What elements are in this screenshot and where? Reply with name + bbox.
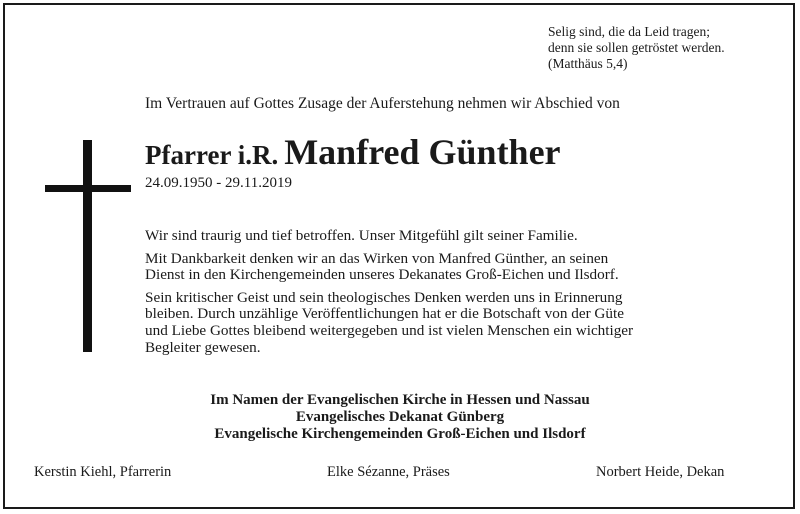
quote-line: Selig sind, die da Leid tragen;	[548, 24, 710, 39]
signer-center: Elke Sézanne, Präses	[327, 464, 450, 480]
quote-line: denn sie sollen getröstet werden.	[548, 40, 725, 55]
text-line: bleiben. Durch unzählige Veröffentlichungen hat er die Botschaft von der Güte	[145, 305, 624, 323]
deceased-name: Manfred Günther	[284, 132, 561, 172]
text-line: Dienst in den Kirchengemeinden unseres Dekanates Groß-Eichen und Ilsdorf.	[145, 266, 619, 284]
paragraph-3	[145, 290, 775, 356]
text-line: Wir sind traurig und tief betroffen. Unser Mitgefühl gilt seiner Familie.	[145, 227, 578, 244]
text-line: Mit Dankbarkeit denken wir an das Wirken von Manfred Günther, an seinen	[145, 249, 609, 267]
paragraph-1	[145, 228, 775, 245]
signatory-line: Evangelisches Dekanat Günberg	[295, 409, 505, 425]
life-dates: 24.09.1950 - 29.11.2019	[145, 175, 292, 191]
text-line: Sein kritischer Geist und sein theologisches Denken werden uns in Erinnerung	[145, 288, 623, 306]
signer-right: Norbert Heide, Dekan	[596, 464, 725, 480]
signer-left: Kerstin Kiehl, Pfarrerin	[34, 464, 172, 480]
signatory-block	[0, 392, 800, 443]
signatory-line: Evangelische Kirchengemeinden Groß-Eichen und Ilsdorf	[214, 426, 586, 442]
deceased-title: Pfarrer i.R.	[145, 140, 279, 170]
signatory-line: Im Namen der Evangelischen Kirche in Hessen und Nassau	[210, 392, 590, 408]
paragraph-2	[145, 251, 775, 284]
deceased-name-heading	[145, 131, 561, 173]
quote-reference: (Matthäus 5,4)	[548, 56, 628, 71]
text-line: und Liebe Gottes bleibend weitergegeben und ist vielen Menschen ein wichtiger	[145, 321, 634, 339]
intro-text: Im Vertrauen auf Gottes Zusage der Auferstehung nehmen wir Abschied von	[145, 95, 620, 112]
bible-quote	[548, 24, 725, 72]
cross-icon	[45, 140, 131, 352]
text-line: Begleiter gewesen.	[145, 338, 261, 356]
body-text	[145, 228, 775, 362]
